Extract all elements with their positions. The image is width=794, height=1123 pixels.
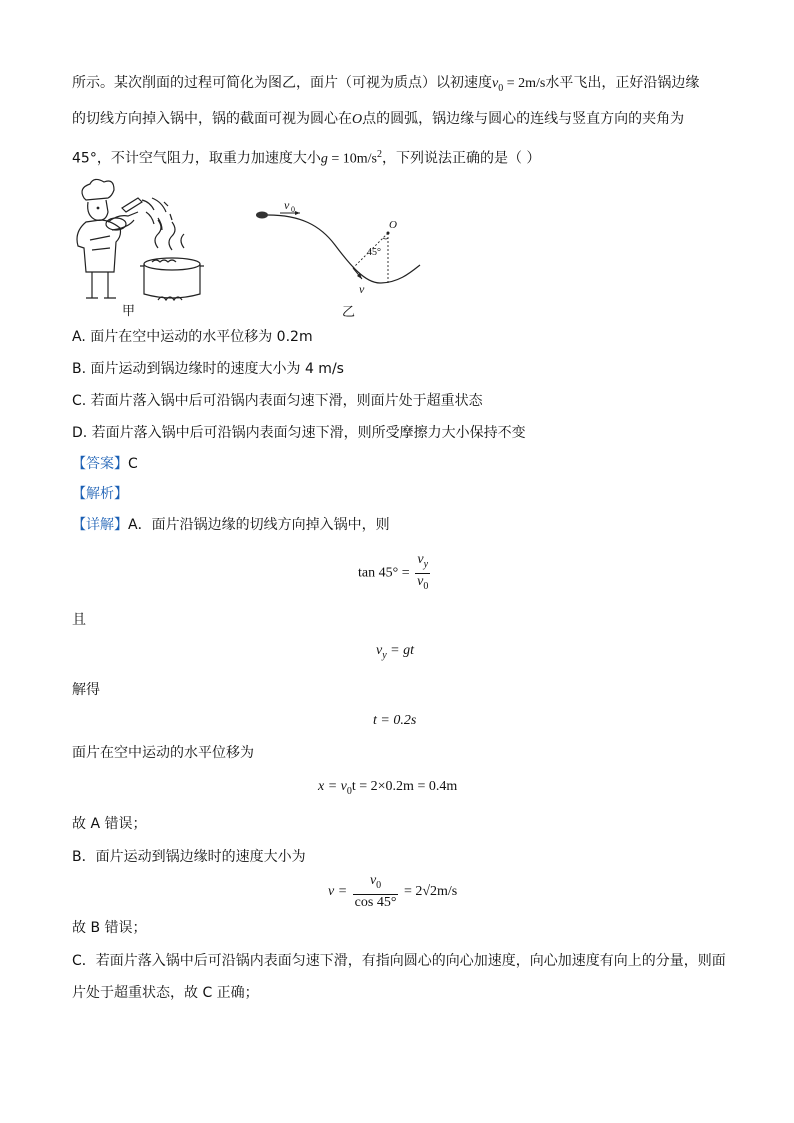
eq5-den: cos 45° — [354, 894, 397, 910]
answer-label: 【答案】 — [72, 456, 128, 472]
eq5-num-sub: 0 — [376, 879, 382, 891]
conclusion-B: 故 B 错误； — [72, 920, 147, 936]
figure-jia-chef — [72, 178, 222, 318]
equation-v — [328, 873, 457, 911]
detail-label: 【详解】 — [72, 517, 128, 533]
noodle-dough — [256, 212, 268, 219]
eq4-rest: t = 2×0.2m = 0.4m — [351, 779, 458, 794]
v0-label: v — [284, 198, 290, 212]
option-D: D. 若面片落入锅中后可沿锅内表面匀速下滑，则所受摩擦力大小保持不变 — [72, 425, 526, 441]
equation-x — [318, 779, 457, 797]
symbol-v0-sub: 0 — [498, 82, 504, 94]
eq1-num-sub: y — [423, 558, 429, 570]
eq1-den-sub: 0 — [423, 580, 429, 592]
eq1-num-v: v — [417, 552, 424, 567]
answer-line — [72, 454, 138, 474]
intro-line-3 — [72, 145, 540, 170]
center-O-label: O — [389, 219, 397, 231]
eq4-sub: 0 — [346, 785, 352, 797]
figure-yi-diagram — [250, 195, 430, 320]
analysis-label: 【解析】 — [72, 486, 128, 502]
intro-line-2 — [72, 109, 684, 130]
equation-tan45 — [358, 552, 432, 595]
option-A: A. 面片在空中运动的水平位移为 0.2m — [72, 329, 313, 345]
g-value: = 10m/s — [327, 151, 377, 167]
intro-text: 水平飞出，正好沿锅边缘 — [545, 75, 700, 91]
equation-t: t = 0.2s — [373, 713, 417, 728]
intro-line-1 — [72, 73, 699, 99]
symbol-g: g — [320, 151, 328, 167]
v0-label-sub: 0 — [291, 205, 295, 214]
angle-label: 45° — [367, 247, 381, 258]
intro-text: 点的圆弧，锅边缘与圆心的连线与竖直方向的夹角为 — [362, 111, 685, 127]
g-unit-exp: 2 — [376, 149, 382, 160]
solve-word: 解得 — [72, 682, 100, 698]
trajectory-curve — [268, 215, 420, 283]
v0-value: = 2m/s — [503, 76, 546, 91]
C-explanation-1: C．若面片落入锅中后可沿锅内表面匀速下滑，有指向圆心的向心加速度，向心加速度有向上的分量，则面 — [72, 953, 726, 969]
C-explanation-2: 片处于超重状态，故 C 正确； — [72, 985, 259, 1001]
eq1-lhs: tan 45° = — [358, 565, 414, 581]
intro-text: ，下列说法正确的是（ ） — [381, 150, 541, 167]
intro-text: 所示。某次削面的过程可简化为图乙，面片（可视为质点）以初速度 — [72, 75, 492, 91]
symbol-v0: v — [492, 76, 499, 91]
label-jia: 甲 — [122, 304, 136, 318]
detail-text: A．面片沿锅边缘的切线方向掉入锅中，则 — [128, 517, 390, 533]
option-B: B. 面片运动到锅边缘时的速度大小为 4 m/s — [72, 361, 344, 377]
analysis-line — [72, 484, 128, 504]
displacement-text: 面片在空中运动的水平位移为 — [72, 745, 254, 761]
intro-text: 的切线方向掉入锅中，锅的截面可视为圆心在 — [72, 111, 352, 127]
eq5-rhs: = 2√2m/s — [400, 884, 458, 900]
eq1-den-v: v — [417, 573, 424, 589]
eq4-x: x = v — [318, 779, 347, 794]
eq1-fraction — [415, 552, 430, 595]
eq5-fraction — [353, 873, 399, 911]
B-explanation: B．面片运动到锅边缘时的速度大小为 — [72, 849, 306, 865]
and-word: 且 — [72, 612, 86, 628]
v-label: v — [359, 282, 365, 296]
option-C: C. 若面片落入锅中后可沿锅内表面匀速下滑，则面片处于超重状态 — [72, 393, 483, 409]
answer-value: C — [128, 456, 138, 472]
conclusion-A: 故 A 错误； — [72, 816, 147, 832]
equation-vy — [376, 643, 414, 661]
chef-hat-icon — [82, 179, 114, 200]
eq5-lhs: v = — [328, 884, 351, 900]
symbol-O: O — [352, 112, 363, 127]
eq2-v: v — [376, 643, 383, 658]
eq5-num-v: v — [369, 873, 377, 888]
label-yi: 乙 — [342, 305, 356, 320]
intro-text: 45°，不计空气阻力，取重力加速度大小 — [72, 150, 321, 167]
eq2-rhs: = gt — [386, 643, 415, 658]
eq2-sub: y — [382, 649, 387, 661]
detail-line — [72, 515, 390, 535]
